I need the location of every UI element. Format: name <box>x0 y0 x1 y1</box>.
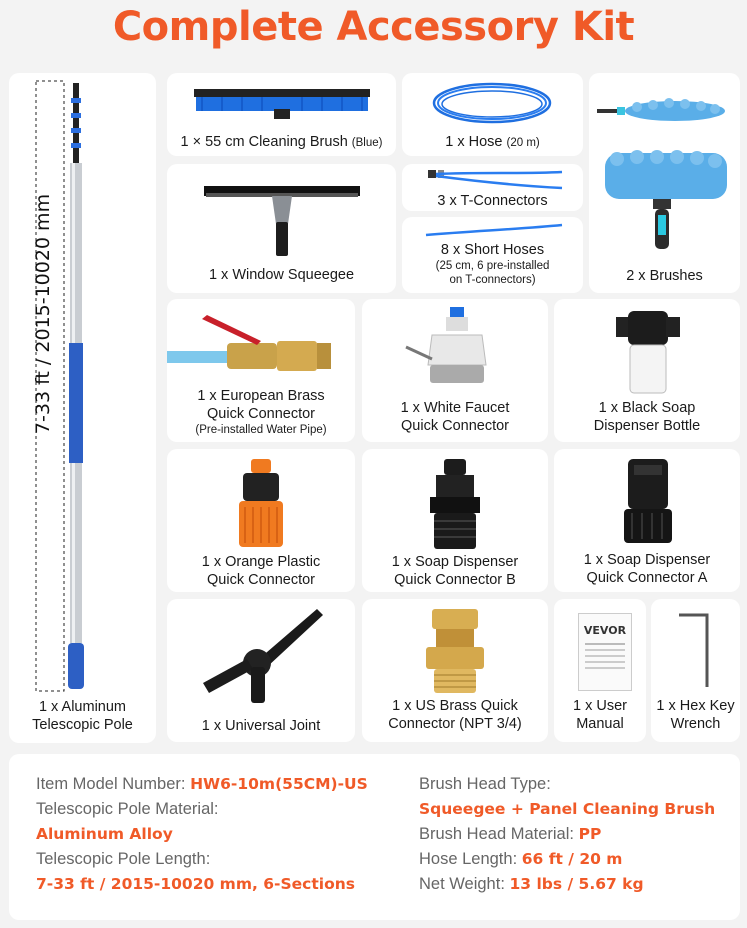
spec-weight <box>419 872 715 897</box>
soap-connector-a-label <box>554 551 740 587</box>
t-connectors-card <box>402 164 583 211</box>
orange-connector-line1: 1 x Orange Plastic <box>201 554 321 570</box>
european-brass-card <box>167 299 355 442</box>
manual-brand-logo: VEVOR <box>583 624 627 637</box>
short-hoses-line1: 8 x Short Hoses <box>440 242 545 258</box>
hose-image <box>427 79 557 127</box>
spec-brush-material-label: Brush Head Material: <box>419 825 579 843</box>
spec-pole-material-value: Aluminum Alloy <box>36 825 173 843</box>
brushes-label: 2 x Brushes <box>626 268 703 284</box>
spec-pole-material-label: Telescopic Pole Material: <box>36 800 219 818</box>
manual-line2: Manual <box>576 716 624 732</box>
hex-key-line2: Wrench <box>670 716 721 732</box>
hex-key-label <box>651 697 740 733</box>
soap-connector-a-line1: 1 x Soap Dispenser <box>583 552 711 568</box>
us-brass-label <box>362 697 548 733</box>
brushes-card <box>589 73 740 293</box>
soap-bottle-line2: Dispenser Bottle <box>593 418 701 434</box>
spec-pole-length-value: 7-33 ft / 2015-10020 mm, 6-Sections <box>36 875 355 893</box>
soap-connector-b-line1: 1 x Soap Dispenser <box>391 554 519 570</box>
us-brass-line1: 1 x US Brass Quick <box>392 698 518 714</box>
spec-model-value: HW6-10m(55CM)-US <box>190 775 368 793</box>
cleaning-brush-note: (Blue) <box>351 137 383 149</box>
short-hoses-image <box>422 223 567 239</box>
hose-text: 1 x Hose <box>445 134 503 150</box>
european-brass-label <box>167 387 355 437</box>
spec-hose-length-label: Hose Length: <box>419 850 522 868</box>
spec-model <box>36 772 368 797</box>
us-brass-connector-image <box>420 605 490 695</box>
white-faucet-line1: 1 x White Faucet <box>400 400 510 416</box>
soap-connector-a-card <box>554 449 740 592</box>
spec-brush-material-value: PP <box>578 825 602 843</box>
short-hoses-line3: on T-connectors) <box>449 274 536 286</box>
cleaning-brush-image <box>192 87 372 119</box>
spec-model-label: Item Model Number: <box>36 775 191 793</box>
hose-card <box>402 73 583 156</box>
european-brass-connector-image <box>167 313 355 375</box>
white-faucet-card <box>362 299 548 442</box>
pole-label-line1: 1 x Aluminum <box>38 699 127 715</box>
spec-hose-length <box>419 847 715 872</box>
us-brass-card <box>362 599 548 742</box>
manual-label <box>554 697 646 733</box>
user-manual-image <box>578 613 632 691</box>
soap-dispenser-bottle-image <box>612 307 686 395</box>
soap-connector-a-image <box>618 457 678 547</box>
cleaning-brush-card <box>167 73 396 156</box>
t-connectors-label: 3 x T-Connectors <box>437 193 548 209</box>
hose-note: (20 m) <box>506 137 540 149</box>
cleaning-brush-label <box>167 133 396 152</box>
orange-connector-card <box>167 449 355 592</box>
soap-bottle-label <box>554 399 740 435</box>
short-hoses-card <box>402 217 583 293</box>
window-squeegee-image <box>202 184 362 256</box>
spec-brush-type-label: Brush Head Type: <box>419 775 551 793</box>
spec-brush-material <box>419 822 715 847</box>
orange-plastic-connector-image <box>231 457 291 553</box>
orange-connector-line2: Quick Connector <box>207 572 315 588</box>
manual-line1: 1 x User <box>573 698 627 714</box>
specs-left-column <box>36 772 368 897</box>
spec-brush-type-value: Squeegee + Panel Cleaning Brush <box>419 800 716 818</box>
spec-pole-length-label: Telescopic Pole Length: <box>36 850 211 868</box>
soap-connector-b-label <box>362 553 548 589</box>
soap-connector-b-line2: Quick Connector B <box>394 572 516 588</box>
t-connectors-image <box>422 168 567 192</box>
short-hoses-label <box>402 241 583 287</box>
hex-key-line1: 1 x Hex Key <box>656 698 735 714</box>
cleaning-brush-text: 1 × 55 cm Cleaning Brush <box>180 134 348 150</box>
hose-label <box>402 133 583 152</box>
spec-weight-label: Net Weight: <box>419 875 510 893</box>
european-brass-line1: 1 x European Brass <box>197 388 325 404</box>
universal-joint-image <box>197 605 327 705</box>
pole-card <box>9 73 156 743</box>
pole-label-line2: Telescopic Pole <box>32 717 133 733</box>
us-brass-line2: Connector (NPT 3/4) <box>388 716 522 732</box>
specifications-panel <box>9 754 740 920</box>
soap-connector-b-image <box>422 457 488 551</box>
page-title: Complete Accessory Kit <box>112 4 635 50</box>
soap-bottle-line1: 1 x Black Soap <box>598 400 696 416</box>
squeegee-card <box>167 164 396 293</box>
pole-dimension-label: 7-33 ft / 2015-10020 mm <box>32 193 54 435</box>
soap-bottle-card <box>554 299 740 442</box>
hex-key-wrench-image <box>675 611 715 691</box>
short-hoses-line2: (25 cm, 6 pre-installed <box>435 260 550 272</box>
white-faucet-label <box>362 399 548 435</box>
microfiber-brushes-image <box>597 95 733 260</box>
specs-right-column <box>419 772 715 897</box>
spec-weight-value: 13 lbs / 5.67 kg <box>509 875 644 893</box>
pole-label <box>9 698 156 734</box>
european-brass-line2: Quick Connector <box>207 406 315 422</box>
orange-connector-label <box>167 553 355 589</box>
soap-connector-a-line2: Quick Connector A <box>586 570 708 586</box>
universal-joint-card <box>167 599 355 742</box>
european-brass-line3: (Pre-installed Water Pipe) <box>195 424 327 436</box>
white-faucet-line2: Quick Connector <box>401 418 509 434</box>
manual-card <box>554 599 646 742</box>
soap-connector-b-card <box>362 449 548 592</box>
squeegee-label: 1 x Window Squeegee <box>208 267 355 283</box>
hex-key-card <box>651 599 740 742</box>
white-faucet-connector-image <box>402 305 512 393</box>
universal-joint-label: 1 x Universal Joint <box>201 718 321 734</box>
spec-hose-length-value: 66 ft / 20 m <box>521 850 623 868</box>
